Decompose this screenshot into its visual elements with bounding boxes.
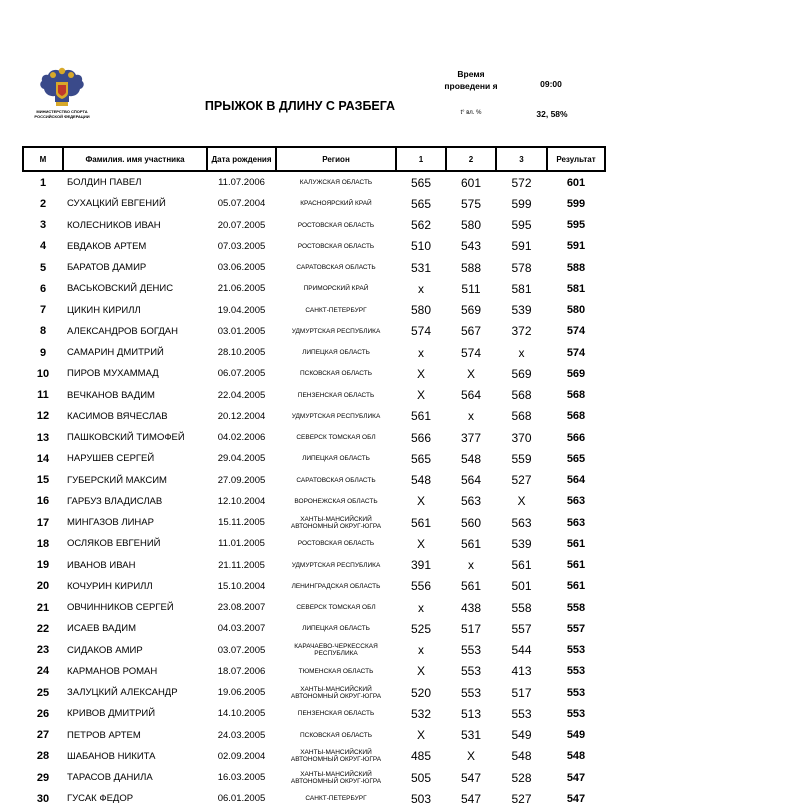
row-attempt-3: 544 [511, 643, 532, 658]
row-region: ПЕНЗЕНСКАЯ ОБЛАСТЬ [297, 710, 375, 718]
event-title: ПРЫЖОК В ДЛИНУ С РАЗБЕГА [204, 99, 396, 113]
row-result: 553 [566, 707, 586, 720]
table-row [23, 171, 605, 193]
row-attempt-2: 574 [460, 345, 482, 360]
header-result: Результат [547, 147, 605, 171]
row-region: ТЮМЕНСКАЯ ОБЛАСТЬ [298, 667, 374, 675]
table-row [23, 257, 605, 278]
row-place: 4 [39, 240, 47, 253]
row-dob: 20.12.2004 [217, 410, 266, 422]
row-result: 553 [566, 665, 586, 678]
row-attempt-1: x [418, 600, 424, 615]
row-attempt-1: 525 [410, 621, 432, 636]
row-place: 6 [39, 282, 47, 295]
row-region: ЛЕНИНГРАДСКАЯ ОБЛАСТЬ [291, 582, 381, 590]
time-value: 09:00 [540, 79, 562, 89]
table-row [23, 363, 605, 384]
row-name: КАРМАНОВ РОМАН [67, 665, 158, 677]
row-attempt-1: X [416, 664, 425, 679]
table-row [23, 193, 605, 214]
row-attempt-1: X [416, 494, 425, 509]
row-place: 5 [39, 261, 47, 274]
row-dob: 24.03.2005 [217, 729, 266, 741]
row-attempt-3: 501 [511, 579, 532, 594]
row-dob: 29.04.2005 [217, 453, 266, 465]
table-row [23, 278, 605, 299]
row-attempt-1: 561 [410, 409, 432, 424]
row-attempt-2: 569 [460, 303, 482, 318]
row-name: ИСАЕВ ВАДИМ [67, 623, 136, 635]
row-name: ШАБАНОВ НИКИТА [67, 750, 156, 762]
row-attempt-2: x [468, 409, 474, 424]
row-region: УДМУРТСКАЯ РЕСПУБЛИКА [291, 561, 381, 569]
table-row [23, 236, 605, 257]
row-attempt-2: 580 [460, 218, 482, 233]
row-dob: 21.06.2005 [217, 283, 266, 295]
row-attempt-2: 553 [460, 685, 482, 700]
row-attempt-3: 561 [511, 558, 532, 573]
row-attempt-1: 565 [410, 451, 432, 466]
row-attempt-1: X [416, 728, 425, 743]
row-attempt-1: 510 [410, 239, 432, 254]
row-place: 2 [39, 197, 47, 210]
row-dob: 04.02.2006 [217, 432, 266, 444]
row-attempt-2: 564 [460, 388, 482, 403]
row-region: РОСТОВСКАЯ ОБЛАСТЬ [297, 242, 375, 250]
row-result: 588 [566, 261, 586, 274]
row-result: 561 [566, 580, 586, 593]
row-region: ХАНТЫ-МАНСИЙСКИЙ АВТОНОМНЫЙ ОКРУГ-ЮГРА [290, 749, 382, 764]
row-attempt-1: 548 [410, 473, 432, 488]
row-result: 601 [566, 176, 586, 189]
row-place: 8 [39, 325, 47, 338]
row-attempt-3: 568 [511, 388, 532, 403]
row-result: 547 [566, 792, 586, 805]
row-attempt-2: 561 [460, 536, 482, 551]
row-dob: 05.07.2004 [217, 198, 266, 210]
row-attempt-3: 528 [511, 770, 532, 785]
row-region: ВОРОНЕЖСКАЯ ОБЛАСТЬ [294, 497, 378, 505]
row-dob: 15.10.2004 [217, 580, 266, 592]
row-dob: 04.03.2007 [217, 623, 266, 635]
row-result: 561 [566, 559, 586, 572]
row-attempt-1: 556 [410, 579, 432, 594]
row-place: 17 [36, 516, 50, 529]
table-row [23, 321, 605, 342]
header-name: Фамилия. имя участника [63, 147, 207, 171]
table-row [23, 746, 605, 767]
row-name: СИДАКОВ АМИР [67, 644, 143, 656]
row-place: 14 [36, 452, 50, 465]
row-attempt-2: 517 [460, 621, 482, 636]
row-result: 568 [566, 410, 586, 423]
row-result: 553 [566, 644, 586, 657]
header-region: Регион [276, 147, 396, 171]
row-attempt-1: 565 [410, 175, 432, 190]
row-place: 7 [39, 304, 47, 317]
row-region: РОСТОВСКАЯ ОБЛАСТЬ [297, 221, 375, 229]
row-region: ПРИМОРСКИЙ КРАЙ [303, 285, 369, 293]
row-region: КАЛУЖСКАЯ ОБЛАСТЬ [299, 179, 373, 187]
row-attempt-1: 565 [410, 196, 432, 211]
row-region: ЛИПЕЦКАЯ ОБЛАСТЬ [302, 349, 370, 357]
row-place: 12 [36, 410, 50, 423]
table-row [23, 533, 605, 554]
table-row [23, 385, 605, 406]
row-dob: 27.09.2005 [217, 474, 266, 486]
row-attempt-1: 532 [410, 706, 432, 721]
row-result: 548 [566, 750, 586, 763]
results-body [23, 171, 605, 810]
row-dob: 06.01.2005 [217, 793, 266, 805]
row-attempt-2: 561 [460, 579, 482, 594]
row-name: ПАШКОВСКИЙ ТИМОФЕЙ [67, 432, 185, 444]
row-region: САНКТ-ПЕТЕРБУРГ [305, 795, 367, 803]
row-attempt-2: X [466, 749, 475, 764]
row-attempt-3: 370 [511, 430, 532, 445]
row-region: ПСКОВСКАЯ ОБЛАСТЬ [299, 370, 373, 378]
humidity-value: 32, 58% [536, 109, 568, 119]
row-place: 16 [36, 495, 50, 508]
row-name: ПИРОВ МУХАММАД [67, 368, 159, 380]
table-row [23, 661, 605, 682]
row-attempt-1: 531 [410, 260, 432, 275]
row-attempt-2: 438 [460, 600, 482, 615]
row-attempt-1: 520 [410, 685, 432, 700]
row-name: ГУСАК ФЕДОР [67, 793, 134, 805]
row-region: СЕВЕРСК ТОМСКАЯ ОБЛ [296, 604, 376, 612]
row-attempt-2: 564 [460, 473, 482, 488]
results-header [23, 147, 605, 171]
row-place: 3 [39, 219, 47, 232]
row-dob: 12.10.2004 [217, 495, 266, 507]
row-attempt-2: 575 [460, 196, 482, 211]
row-result: 568 [566, 389, 586, 402]
row-attempt-1: 503 [410, 791, 432, 806]
row-place: 1 [39, 176, 47, 189]
row-name: НАРУШЕВ СЕРГЕЙ [67, 453, 155, 465]
row-dob: 20.07.2005 [217, 219, 266, 231]
row-attempt-3: 572 [511, 175, 532, 190]
row-name: КОЧУРИН КИРИЛЛ [67, 580, 153, 592]
table-row [23, 597, 605, 618]
table-row [23, 618, 605, 639]
row-name: ТАРАСОВ ДАНИЛА [67, 772, 153, 784]
row-region: УДМУРТСКАЯ РЕСПУБЛИКА [291, 412, 381, 420]
row-attempt-2: 567 [460, 324, 482, 339]
row-place: 10 [36, 367, 50, 380]
row-place: 15 [36, 474, 50, 487]
row-attempt-3: 569 [511, 366, 532, 381]
row-attempt-3: 563 [511, 515, 532, 530]
row-region: РОСТОВСКАЯ ОБЛАСТЬ [297, 540, 375, 548]
row-region: ХАНТЫ-МАНСИЙСКИЙ АВТОНОМНЫЙ ОКРУГ-ЮГРА [290, 770, 382, 785]
row-attempt-2: 377 [460, 430, 482, 445]
row-attempt-1: X [416, 366, 425, 381]
row-result: 580 [566, 304, 586, 317]
row-name: ИВАНОВ ИВАН [67, 559, 136, 571]
table-row [23, 491, 605, 512]
row-region: СЕВЕРСК ТОМСКАЯ ОБЛ [296, 434, 376, 442]
row-result: 563 [566, 516, 586, 529]
table-row [23, 682, 605, 703]
row-region: ПСКОВСКАЯ ОБЛАСТЬ [299, 731, 373, 739]
table-row [23, 640, 605, 661]
row-attempt-3: 557 [511, 621, 532, 636]
row-name: МИНГАЗОВ ЛИНАР [67, 517, 154, 529]
row-region: ПЕНЗЕНСКАЯ ОБЛАСТЬ [297, 391, 375, 399]
row-result: 565 [566, 452, 586, 465]
row-name: ЕВДАКОВ АРТЕМ [67, 240, 147, 252]
row-attempt-1: 562 [410, 218, 432, 233]
row-attempt-3: X [517, 494, 526, 509]
row-attempt-1: 391 [410, 558, 432, 573]
row-name: КРИВОВ ДМИТРИЙ [67, 708, 156, 720]
table-row [23, 576, 605, 597]
header-attempt-2: 2 [446, 147, 496, 171]
row-attempt-2: x [468, 558, 474, 573]
row-result: 558 [566, 601, 586, 614]
row-attempt-3: 581 [511, 281, 532, 296]
table-row [23, 767, 605, 788]
row-dob: 23.08.2007 [217, 602, 266, 614]
header-dob: Дата рождения [207, 147, 276, 171]
row-region: УДМУРТСКАЯ РЕСПУБЛИКА [291, 327, 381, 335]
row-result: 599 [566, 197, 586, 210]
row-attempt-3: 527 [511, 791, 532, 806]
row-attempt-1: 574 [410, 324, 432, 339]
row-region: КРАСНОЯРСКИЙ КРАЙ [300, 200, 372, 208]
row-place: 19 [36, 559, 50, 572]
row-place: 9 [39, 346, 47, 359]
row-attempt-3: 517 [511, 685, 532, 700]
row-place: 18 [36, 537, 50, 550]
row-attempt-3: 558 [511, 600, 532, 615]
row-dob: 03.06.2005 [217, 262, 266, 274]
row-region: САНКТ-ПЕТЕРБУРГ [305, 306, 367, 314]
results-table [22, 146, 606, 810]
row-dob: 11.07.2006 [218, 177, 265, 189]
row-attempt-1: X [416, 536, 425, 551]
row-name: ПЕТРОВ АРТЕМ [67, 729, 141, 741]
header-place: М [23, 147, 63, 171]
row-result: 549 [566, 729, 586, 742]
row-attempt-2: 563 [460, 494, 482, 509]
row-attempt-3: 548 [511, 749, 532, 764]
table-row [23, 725, 605, 746]
row-name: ЗАЛУЦКИЙ АЛЕКСАНДР [67, 687, 178, 699]
table-row [23, 470, 605, 491]
table-row [23, 448, 605, 469]
row-attempt-3: x [518, 345, 525, 360]
row-place: 27 [36, 729, 50, 742]
row-name: ЦИКИН КИРИЛЛ [67, 304, 141, 316]
row-attempt-2: 547 [460, 791, 482, 806]
row-place: 21 [36, 601, 50, 614]
row-result: 591 [566, 240, 586, 253]
row-attempt-1: 561 [410, 515, 432, 530]
ministry-caption: МИНИСТЕРСТВО СПОРТА РОССИЙСКОЙ ФЕДЕРАЦИИ [34, 109, 90, 119]
row-attempt-3: 568 [511, 409, 532, 424]
table-row [23, 788, 605, 809]
row-region: САРАТОВСКАЯ ОБЛАСТЬ [296, 476, 376, 484]
row-result: 566 [566, 431, 586, 444]
row-dob: 02.09.2004 [217, 750, 266, 762]
table-row [23, 300, 605, 321]
table-row [23, 427, 605, 448]
humidity-label: t° вл. % [460, 110, 482, 116]
table-row [23, 215, 605, 236]
row-name: БОЛДИН ПАВЕЛ [67, 177, 142, 189]
row-attempt-2: 543 [460, 239, 482, 254]
time-label: Время проведени я [444, 69, 498, 91]
row-region: ЛИПЕЦКАЯ ОБЛАСТЬ [302, 455, 370, 463]
row-attempt-3: 599 [511, 196, 532, 211]
row-result: 581 [566, 282, 586, 295]
row-attempt-1: x [418, 281, 424, 296]
row-region: ЛИПЕЦКАЯ ОБЛАСТЬ [302, 625, 370, 633]
row-attempt-3: 527 [511, 473, 532, 488]
row-name: ГАРБУЗ ВЛАДИСЛАВ [67, 495, 163, 507]
row-attempt-3: 578 [511, 260, 532, 275]
row-attempt-2: 511 [461, 281, 481, 296]
row-region: ХАНТЫ-МАНСИЙСКИЙ АВТОНОМНЫЙ ОКРУГ-ЮГРА [290, 685, 382, 700]
row-attempt-3: 553 [511, 706, 532, 721]
table-row [23, 342, 605, 363]
row-dob: 11.01.2005 [218, 538, 265, 550]
row-attempt-2: 553 [460, 643, 482, 658]
row-dob: 16.03.2005 [217, 772, 266, 784]
row-result: 595 [566, 219, 586, 232]
row-result: 553 [566, 686, 586, 699]
row-dob: 07.03.2005 [217, 240, 266, 252]
row-dob: 28.10.2005 [217, 347, 266, 359]
row-place: 23 [36, 644, 50, 657]
row-name: СУХАЦКИЙ ЕВГЕНИЙ [67, 198, 166, 210]
row-attempt-1: 580 [410, 303, 432, 318]
row-attempt-3: 539 [511, 536, 532, 551]
row-attempt-2: X [466, 366, 475, 381]
row-result: 547 [566, 771, 586, 784]
header-attempt-3: 3 [496, 147, 547, 171]
row-name: КОЛЕСНИКОВ ИВАН [67, 219, 161, 231]
row-name: КАСИМОВ ВЯЧЕСЛАВ [67, 410, 168, 422]
row-attempt-2: 601 [460, 175, 482, 190]
header-attempt-1: 1 [396, 147, 446, 171]
row-dob: 22.04.2005 [217, 389, 266, 401]
row-result: 574 [566, 325, 586, 338]
row-name: АЛЕКСАНДРОВ БОГДАН [67, 325, 178, 337]
row-result: 557 [566, 622, 586, 635]
row-dob: 03.07.2005 [217, 644, 266, 656]
row-attempt-1: X [416, 388, 425, 403]
row-dob: 19.06.2005 [217, 687, 266, 699]
row-attempt-3: 591 [511, 239, 532, 254]
row-result: 574 [566, 346, 586, 359]
row-attempt-2: 588 [460, 260, 482, 275]
row-dob: 03.01.2005 [217, 325, 266, 337]
row-attempt-3: 413 [511, 664, 532, 679]
table-row [23, 703, 605, 724]
row-dob: 14.10.2005 [217, 708, 266, 720]
row-dob: 15.11.2005 [218, 517, 265, 529]
row-place: 22 [36, 622, 50, 635]
row-dob: 21.11.2005 [218, 559, 265, 571]
table-row [23, 406, 605, 427]
row-result: 569 [566, 367, 586, 380]
row-name: ВЕЧКАНОВ ВАДИМ [67, 389, 155, 401]
table-row [23, 512, 605, 533]
row-name: САМАРИН ДМИТРИЙ [67, 347, 164, 359]
row-name: ОСЛЯКОВ ЕВГЕНИЙ [67, 538, 161, 550]
row-region: САРАТОВСКАЯ ОБЛАСТЬ [296, 264, 376, 272]
row-attempt-1: x [418, 345, 424, 360]
row-place: 25 [36, 686, 50, 699]
row-place: 20 [36, 580, 50, 593]
row-attempt-1: 505 [410, 770, 432, 785]
row-attempt-3: 372 [511, 324, 532, 339]
row-attempt-3: 595 [511, 218, 532, 233]
row-result: 564 [566, 474, 586, 487]
row-attempt-1: 485 [410, 749, 432, 764]
row-dob: 06.07.2005 [217, 368, 266, 380]
row-result: 563 [566, 495, 586, 508]
row-attempt-2: 553 [460, 664, 482, 679]
row-name: ОВЧИННИКОВ СЕРГЕЙ [67, 602, 174, 614]
row-region: КАРАЧАЕВО-ЧЕРКЕССКАЯ РЕСПУБЛИКА [294, 643, 378, 658]
row-attempt-3: 559 [511, 451, 532, 466]
row-place: 11 [37, 389, 49, 402]
row-attempt-2: 548 [460, 451, 482, 466]
table-row [23, 555, 605, 576]
row-place: 30 [36, 792, 50, 805]
row-attempt-1: 566 [410, 430, 432, 445]
row-place: 26 [36, 707, 50, 720]
row-attempt-2: 531 [460, 728, 482, 743]
row-attempt-1: x [418, 643, 424, 658]
row-attempt-2: 560 [460, 515, 482, 530]
row-result: 561 [566, 537, 586, 550]
row-attempt-2: 547 [460, 770, 482, 785]
row-place: 28 [36, 750, 50, 763]
row-region: ХАНТЫ-МАНСИЙСКИЙ АВТОНОМНЫЙ ОКРУГ-ЮГРА [290, 515, 382, 530]
row-dob: 19.04.2005 [217, 304, 266, 316]
row-place: 24 [36, 665, 50, 678]
row-attempt-3: 549 [511, 728, 532, 743]
row-name: БАРАТОВ ДАМИР [67, 262, 147, 274]
row-place: 13 [36, 431, 50, 444]
row-attempt-2: 513 [460, 706, 482, 721]
row-place: 29 [36, 771, 50, 784]
row-attempt-3: 539 [511, 303, 532, 318]
row-dob: 18.07.2006 [217, 665, 266, 677]
row-name: ГУБЕРСКИЙ МАКСИМ [67, 474, 167, 486]
row-name: ВАСЬКОВСКИЙ ДЕНИС [67, 283, 174, 295]
